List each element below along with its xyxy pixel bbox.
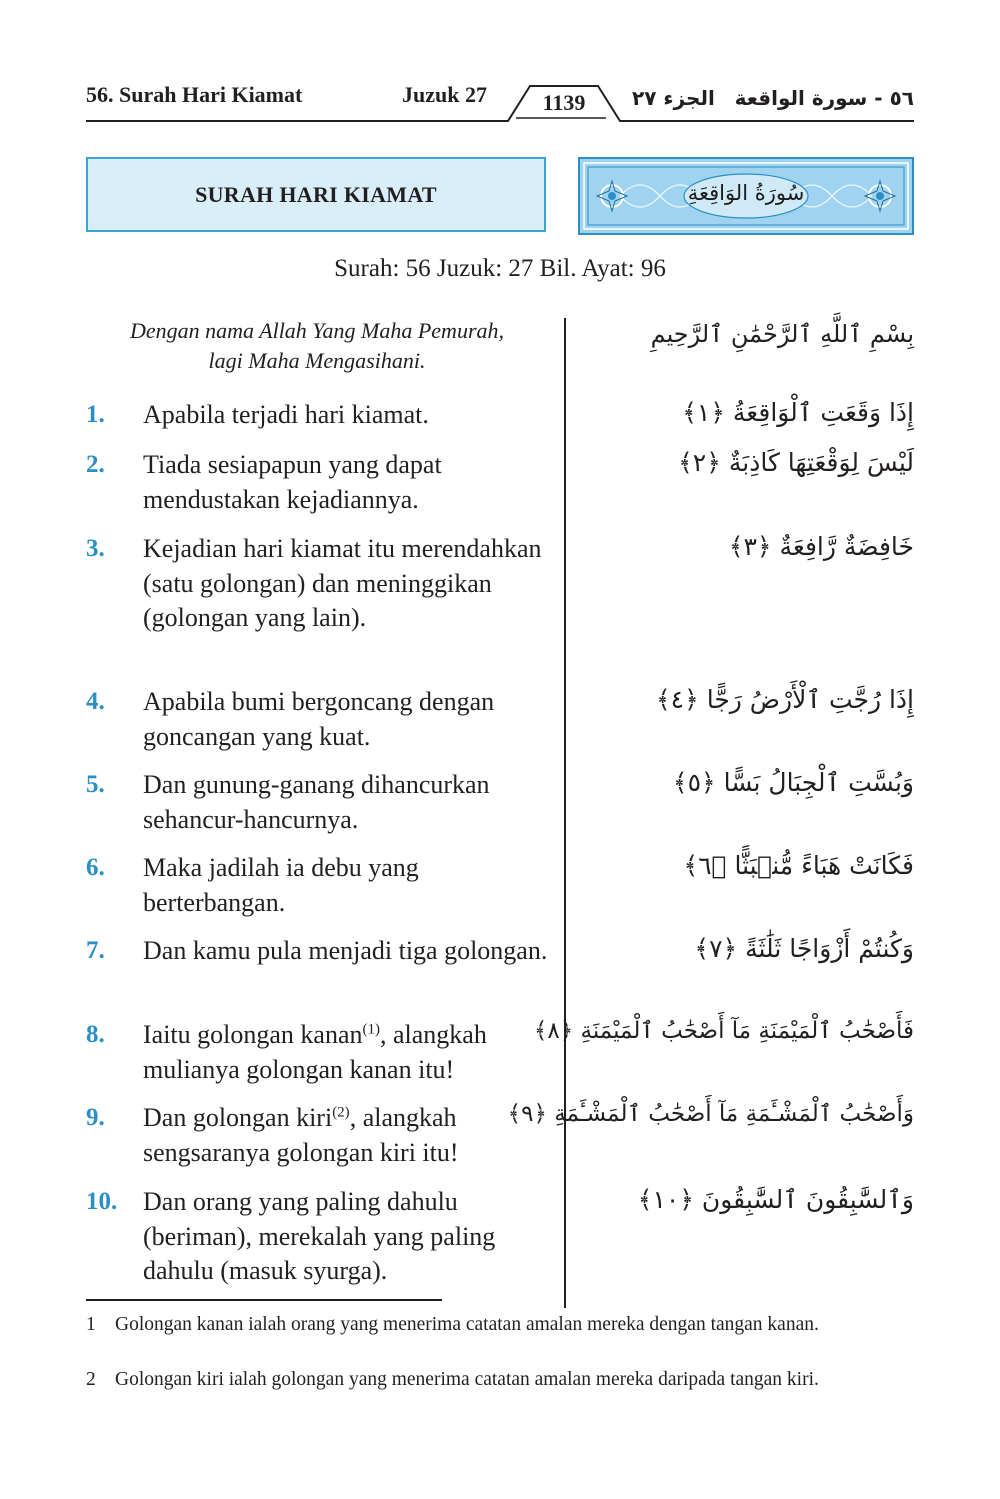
surah-title: SURAH HARI KIAMAT xyxy=(195,181,437,207)
footnote-text: Golongan kiri ialah golongan yang menerima catatan amalan mereka daripada tangan kiri. xyxy=(115,1369,819,1390)
footnote-number: 1 xyxy=(86,1314,96,1335)
verse-text-part: , alangkah mulianya golongan kanan itu! xyxy=(143,1020,487,1084)
surah-meta: Surah: 56 Juzuk: 27 Bil. Ayat: 96 xyxy=(334,255,666,282)
basmala-line-1: Dengan nama Allah Yang Maha Pemurah, xyxy=(130,318,504,343)
verse-number: 7. xyxy=(86,937,105,964)
running-header-juz-arabic: الجزء ٢٧ xyxy=(632,86,715,110)
surah-title-arabic: سُورَةُ الوَاقِعَةِ xyxy=(687,181,805,205)
verse-text: Apabila bumi bergoncang dengan goncangan yang kuat. xyxy=(143,687,495,751)
verse-number: 6. xyxy=(86,854,105,881)
verse-text xyxy=(143,1101,557,1170)
verse-8-arabic: فَأَصْحَٰبُ ٱلْمَيْمَنَةِ مَآ أَصْحَٰبُ ٱلْمَيْمَنَةِ ﴿٨﴾ xyxy=(533,1018,914,1044)
verse-number: 9. xyxy=(86,1104,105,1131)
verse-9-arabic: وَأَصْحَٰبُ ٱلْمَشْـَٔمَةِ مَآ أَصْحَٰبُ ٱلْمَشْـَٔمَةِ ﴿٩﴾ xyxy=(507,1101,914,1127)
running-header-surah: 56. Surah Hari Kiamat xyxy=(86,82,303,107)
running-header-surah-arabic: ٥٦ - سورة الواقعة xyxy=(734,86,914,110)
verse-text xyxy=(143,1018,557,1087)
verse-number: 8. xyxy=(86,1021,105,1048)
verse-text: Kejadian hari kiamat itu merendahkan (satu golongan) dan meninggikan (golongan yang lain). xyxy=(143,534,542,632)
verse-4-arabic: إِذَا رُجَّتِ ٱلْأَرْضُ رَجًّا ﴿٤﴾ xyxy=(656,685,914,714)
verse-text: Apabila terjadi hari kiamat. xyxy=(143,400,429,429)
header-rule xyxy=(0,0,1000,130)
verse-text: Maka jadilah ia debu yang berterbangan. xyxy=(143,853,419,917)
footnote-rule xyxy=(86,1299,442,1301)
verse-3-arabic: خَافِضَةٌ رَّافِعَةٌ ﴿٣﴾ xyxy=(728,532,914,561)
verse-10-arabic: وَٱلسَّٰبِقُونَ ٱلسَّٰبِقُونَ ﴿١٠﴾ xyxy=(637,1185,914,1214)
surah-ornament-box xyxy=(578,157,914,235)
verse-6-arabic: فَكَانَتْ هَبَاءً مُّنۢبَثًّا ﴿٦﴾ xyxy=(683,851,914,880)
verse-number: 1. xyxy=(86,401,105,428)
verse-number: 3. xyxy=(86,535,105,562)
basmala-translation xyxy=(86,316,548,376)
verse-number: 4. xyxy=(86,688,105,715)
verse-text: Dan kamu pula menjadi tiga golongan. xyxy=(143,936,548,965)
verse-text-part: , alangkah sengsaranya golongan kiri itu! xyxy=(143,1103,459,1167)
column-divider xyxy=(564,318,566,1308)
verse-7-arabic: وَكُنتُمْ أَزْوَاجًا ثَلَٰثَةً ﴿٧﴾ xyxy=(694,934,914,963)
footnote-text: Golongan kanan ialah orang yang menerima catatan amalan mereka dengan tangan kanan. xyxy=(115,1314,819,1335)
footnote-ref-2[interactable]: (2) xyxy=(332,1104,350,1121)
surah-title-box xyxy=(86,157,546,232)
basmala-line-2: lagi Maha Mengasihani. xyxy=(208,348,426,373)
verse-number: 5. xyxy=(86,771,105,798)
verse-2-arabic: لَيْسَ لِوَقْعَتِهَا كَاذِبَةٌ ﴿٢﴾ xyxy=(678,448,914,477)
verse-number: 2. xyxy=(86,451,105,478)
verse-text-part: Dan golongan kiri xyxy=(143,1103,333,1132)
running-header-juzuk: Juzuk 27 xyxy=(402,82,487,107)
verse-text: Tiada sesiapapun yang dapat mendustakan kejadiannya. xyxy=(143,450,442,514)
footnote-ref-1[interactable]: (1) xyxy=(362,1021,380,1038)
footnote-number: 2 xyxy=(86,1369,96,1390)
basmala-arabic: بِسْمِ ٱللَّهِ ٱلرَّحْمَٰنِ ٱلرَّحِيمِ xyxy=(650,320,914,348)
verse-number: 10. xyxy=(86,1188,118,1215)
verse-text-part: Iaitu golongan kanan xyxy=(143,1020,363,1049)
page-number: 1139 xyxy=(542,90,586,115)
verse-text: Dan orang yang paling dahulu (beriman), merekalah yang paling dahulu (masuk syurga). xyxy=(143,1187,496,1285)
verse-5-arabic: وَبُسَّتِ ٱلْجِبَالُ بَسًّا ﴿٥﴾ xyxy=(672,768,914,797)
verse-text: Dan gunung-ganang dihancurkan sehancur-hancurnya. xyxy=(143,770,490,834)
verse-1-arabic: إِذَا وَقَعَتِ ٱلْوَاقِعَةُ ﴿١﴾ xyxy=(682,398,914,427)
